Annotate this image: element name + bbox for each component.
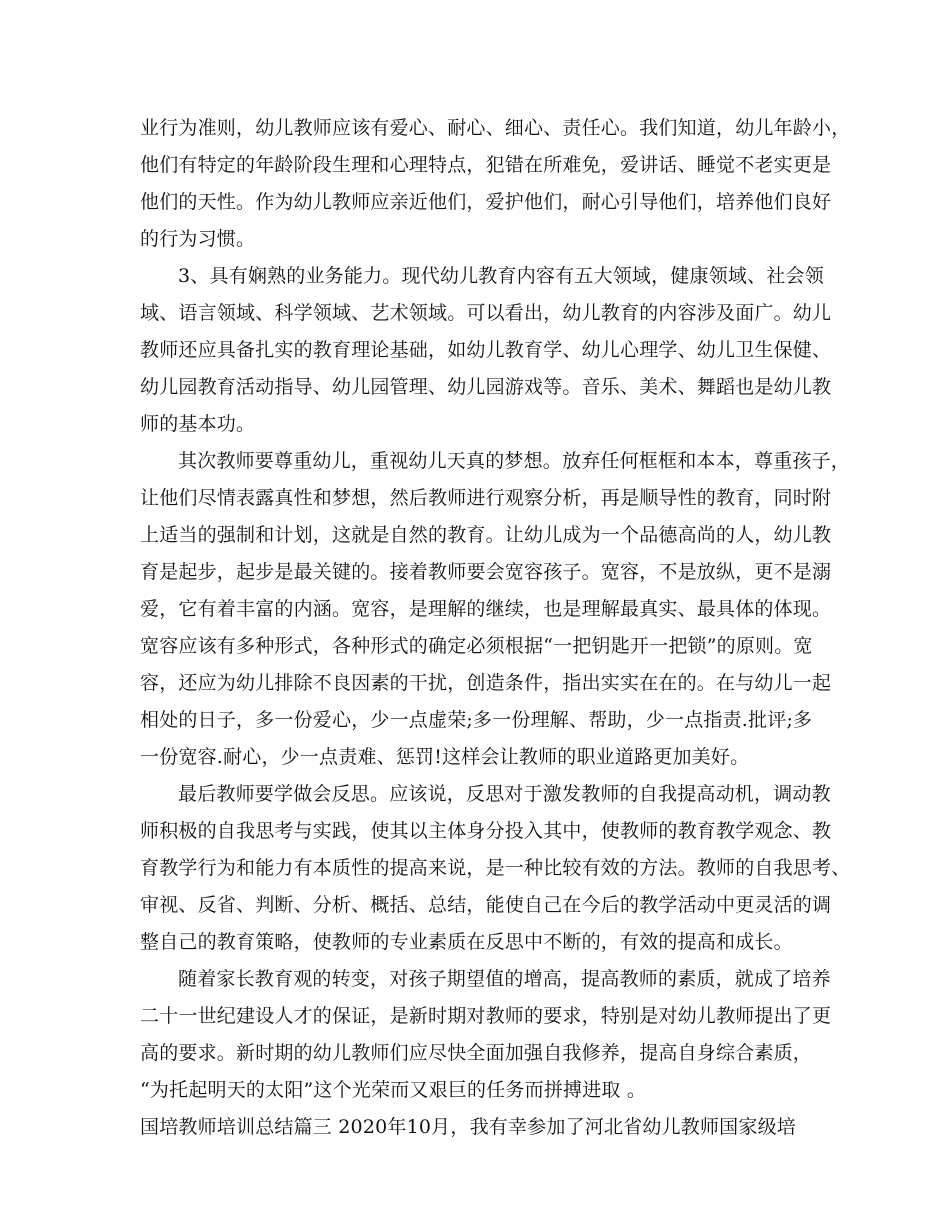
text-line: 让他们尽情表露真性和梦想，然后教师进行观察分析，再是顺导性的教育，同时附 <box>140 487 832 509</box>
text-line: 域、语言领域、科学领域、艺术领域。可以看出，幼儿教育的内容涉及面广。幼儿 <box>140 302 832 324</box>
text-line: 容，还应为幼儿排除不良因素的干扰，创造条件，指出实实在在的。在与幼儿一起 <box>140 672 832 694</box>
text-line: “为托起明天的太阳”这个光荣而又艰巨的任务而拼搏进取 。 <box>140 1079 647 1101</box>
text-line: 育是起步，起步是最关键的。接着教师要会宽容孩子。宽容，不是放纵，更不是溺 <box>140 561 832 583</box>
text-line: 整自己的教育策略，使教师的专业素质在反思中不断的，有效的提高和成长。 <box>140 931 793 953</box>
text-line: 他们有特定的年龄阶段生理和心理特点，犯错在所难免，爱讲话、睡觉不老实更是 <box>140 154 832 176</box>
text-line: 高的要求。新时期的幼儿教师们应尽快全面加强自我修养，提高自身综合素质， <box>140 1042 813 1064</box>
text-line: 审视、反省、判断、分析、概括、总结，能使自己在今后的教学活动中更灵活的调 <box>140 894 832 916</box>
text-line: 师的基本功。 <box>140 413 256 435</box>
text-line: 育教学行为和能力有本质性的提高来说，是一种比较有效的方法。教师的自我思考、 <box>140 857 851 879</box>
text-line: 随着家长教育观的转变，对孩子期望值的增高，提高教师的素质，就成了培养 <box>178 968 831 990</box>
text-line: 相处的日子，多一份爱心，少一点虚荣;多一份理解、帮助，少一点指责.批评;多 <box>140 709 813 731</box>
text-line: 业行为准则，幼儿教师应该有爱心、耐心、细心、责任心。我们知道，幼儿年龄小， <box>140 117 851 139</box>
text-line: 3、具有娴熟的业务能力。现代幼儿教育内容有五大领域，健康领域、社会领 <box>178 265 824 287</box>
section-heading-line: 国培教师培训总结篇三 2020年10月，我有幸参加了河北省幼儿教师国家级培 <box>140 1116 796 1138</box>
text-line: 爱，它有着丰富的内涵。宽容，是理解的继续，也是理解最真实、最具体的体现。 <box>140 598 832 620</box>
text-line: 幼儿园教育活动指导、幼儿园管理、幼儿园游戏等。音乐、美术、舞蹈也是幼儿教 <box>140 376 832 398</box>
text-line: 二十一世纪建设人才的保证，是新时期对教师的要求，特别是对幼儿教师提出了更 <box>140 1005 832 1027</box>
text-line: 一份宽容.耐心，少一点责难、惩罚!这样会让教师的职业道路更加美好。 <box>140 746 750 768</box>
text-line: 上适当的强制和计划，这就是自然的教育。让幼儿成为一个品德高尚的人，幼儿教 <box>140 524 832 546</box>
text-line: 其次教师要尊重幼儿，重视幼儿天真的梦想。放弃任何框框和本本，尊重孩子， <box>178 450 851 472</box>
text-line: 宽容应该有多种形式，各种形式的确定必须根据“一把钥匙开一把锁”的原则。宽 <box>140 635 813 657</box>
text-line: 师积极的自我思考与实践，使其以主体身分投入其中，使教师的教育教学观念、教 <box>140 820 832 842</box>
text-line: 最后教师要学做会反思。应该说，反思对于激发教师的自我提高动机，调动教 <box>178 783 831 805</box>
text-line: 教师还应具备扎实的教育理论基础，如幼儿教育学、幼儿心理学、幼儿卫生保健、 <box>140 339 832 361</box>
text-line: 的行为习惯。 <box>140 228 256 250</box>
text-line: 他们的天性。作为幼儿教师应亲近他们，爱护他们，耐心引导他们，培养他们良好 <box>140 191 832 213</box>
